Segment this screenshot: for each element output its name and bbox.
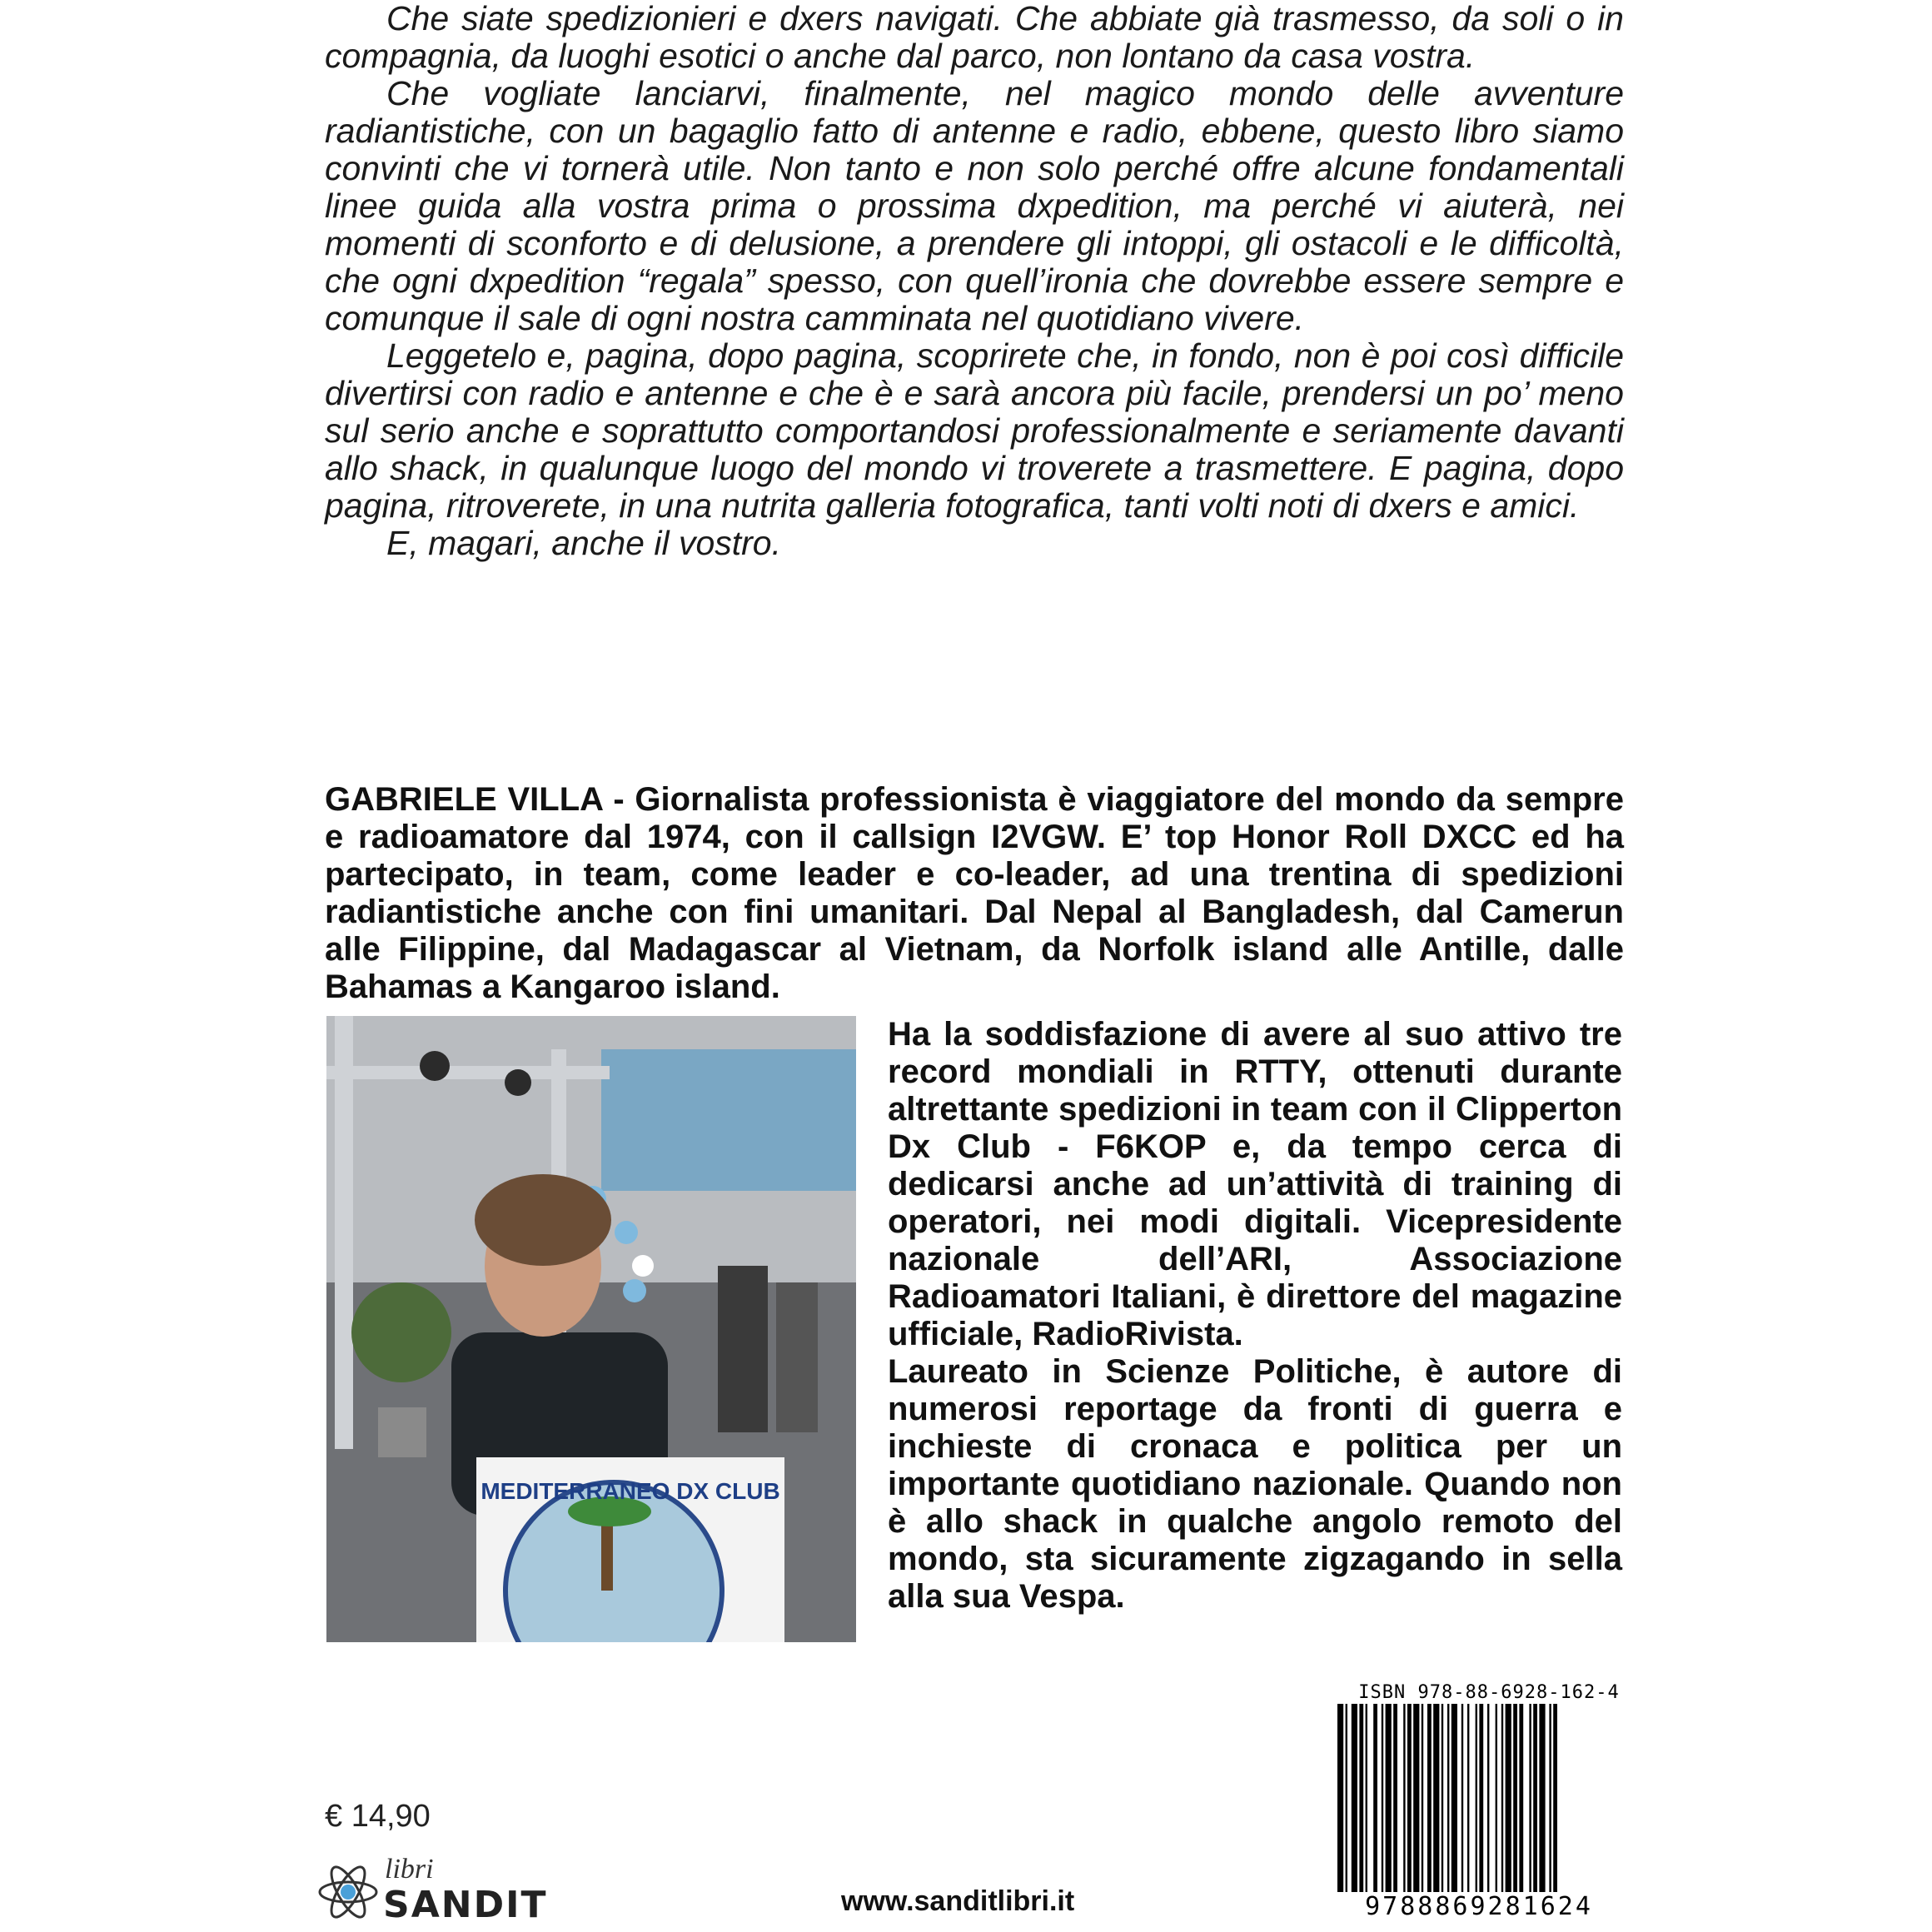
barcode-bar xyxy=(1393,1704,1397,1910)
barcode-bar xyxy=(1506,1704,1511,1910)
intro-paragraph-4: E, magari, anche il vostro. xyxy=(386,524,781,562)
author-photo xyxy=(326,1016,856,1642)
atom-icon xyxy=(315,1859,381,1925)
author-bio-career: Laureato in Scienze Politiche, è autore di numerosi reportage da fronti di guerra e inchieste di cronaca e politica per un importante quotidiano nazionale. Quando non è allo shack in qualche angolo remoto del mondo, sta sicuramente zigzagando in sella alla sua Vespa. xyxy=(888,1353,1622,1615)
barcode-bar xyxy=(1403,1704,1405,1910)
isbn-barcode xyxy=(1332,1704,1624,1910)
barcode-bar xyxy=(1352,1704,1357,1910)
intro-paragraph-2: Che vogliate lanciarvi, finalmente, nel magico mondo delle avventure radiantistiche, con un bagaglio fatto di antenne e radio, ebbene, questo libro siamo convinti che vi tornerà utile. Non tanto e non solo perché offre alcune fondamentali linee guida alla vostra prima o prossima dxpedition, ma perché vi aiuterà, nei momenti di sconforto e di delusione, a prendere gli intoppi, gli ostacoli e le difficoltà, che ogni dxpedition “regala” spesso, con quell’ironia che dovrebbe essere sempre e comunque il sale di ogni nostra camminata nel quotidiano vivere. xyxy=(325,74,1624,337)
barcode-bar xyxy=(1467,1704,1469,1910)
barcode-bar xyxy=(1539,1704,1545,1910)
barcode-bar xyxy=(1496,1704,1497,1910)
barcode-bar xyxy=(1451,1704,1457,1910)
publisher-website[interactable]: www.sanditlibri.it xyxy=(841,1885,1075,1917)
barcode-bar xyxy=(1529,1704,1531,1910)
intro-paragraph-3: Leggetelo e, pagina, dopo pagina, scoprirete che, in fondo, non è poi così difficile divertirsi con radio e antenne e che è e sarà ancora più facile, prendersi un po’ meno sul serio anche e soprattutto comportandosi professionalmente e seriamente davanti allo shack, in qualunque luogo del mondo vi troverete a trasmettere. E pagina, dopo pagina, ritroverete, in una nutrita galleria fotografica, tanti volti noti di dxers e amici. xyxy=(325,336,1624,525)
barcode-bar xyxy=(1422,1704,1423,1910)
barcode-bar xyxy=(1513,1704,1517,1910)
author-bio-column xyxy=(888,1016,1622,1616)
barcode-digits: 9788869281624 xyxy=(1329,1892,1629,1921)
barcode-bar xyxy=(1413,1704,1419,1910)
barcode-bar xyxy=(1501,1704,1503,1910)
author-bio-lead: GABRIELE VILLA - Giornalista professionista è viaggiatore del mondo da sempre e radioamatore dal 1974, con il callsign I2VGW. E’ top Honor Roll DXCC ed ha partecipato, in team, come leader e co-leader, ad una trentina di spedizioni radiantistiche anche con fini umanitari. Dal Nepal al Bangladesh, dal Camerun alle Filippine, dal Madagascar al Vietnam, da Norfolk island alle Antille, dalle Bahamas a Kangaroo island. xyxy=(325,781,1624,1005)
barcode-bar xyxy=(1549,1704,1551,1910)
barcode-bar xyxy=(1366,1704,1367,1910)
barcode-bar xyxy=(1461,1704,1463,1910)
intro-text xyxy=(325,0,1624,562)
price: € 14,90 xyxy=(325,1799,431,1834)
isbn-label: ISBN 978-88-6928-162-4 xyxy=(1358,1682,1620,1703)
barcode-bar xyxy=(1519,1704,1523,1910)
barcode-bar xyxy=(1479,1704,1483,1910)
publisher-logo xyxy=(315,1854,565,1929)
publisher-sandit: SANDIT xyxy=(383,1884,548,1926)
barcode-bar xyxy=(1427,1704,1432,1910)
banner-text: MEDITERRANEO DX CLUB xyxy=(481,1478,780,1504)
barcode-bar xyxy=(1442,1704,1443,1910)
author-bio-achievements: Ha la soddisfazione di avere al suo attivo tre record mondiali in RTTY, ottenuti durante altrettante spedizioni in team con il Clipperton Dx Club - F6KOP e, da tempo cerca di dedicarsi anche ad un’attività di training di operatori, nei modi digitali. Vicepresidente nazionale dell’ARI, Associazione Radioamatori Italiani, è direttore del magazine ufficiale, RadioRivista. xyxy=(888,1016,1622,1352)
barcode-bar xyxy=(1382,1704,1383,1910)
barcode-bar xyxy=(1407,1704,1412,1910)
intro-paragraph-1: Che siate spedizionieri e dxers navigati. Che abbiate già trasmesso, da soli o in compagnia, da luoghi esotici o anche dal parco, non lontano da casa vostra. xyxy=(325,0,1624,75)
barcode-bar xyxy=(1337,1704,1343,1910)
barcode-bar xyxy=(1359,1704,1363,1910)
barcode-bar xyxy=(1487,1704,1489,1910)
barcode-bar xyxy=(1533,1704,1537,1910)
barcode-bar xyxy=(1346,1704,1347,1910)
author-bio xyxy=(325,781,1624,1006)
publisher-libri: libri xyxy=(385,1854,434,1885)
barcode-bar xyxy=(1373,1704,1377,1910)
barcode-bar xyxy=(1447,1704,1449,1910)
barcode-bar xyxy=(1386,1704,1392,1910)
barcode-bar xyxy=(1476,1704,1477,1910)
barcode-bar xyxy=(1433,1704,1439,1910)
barcode-bar xyxy=(1553,1704,1557,1910)
